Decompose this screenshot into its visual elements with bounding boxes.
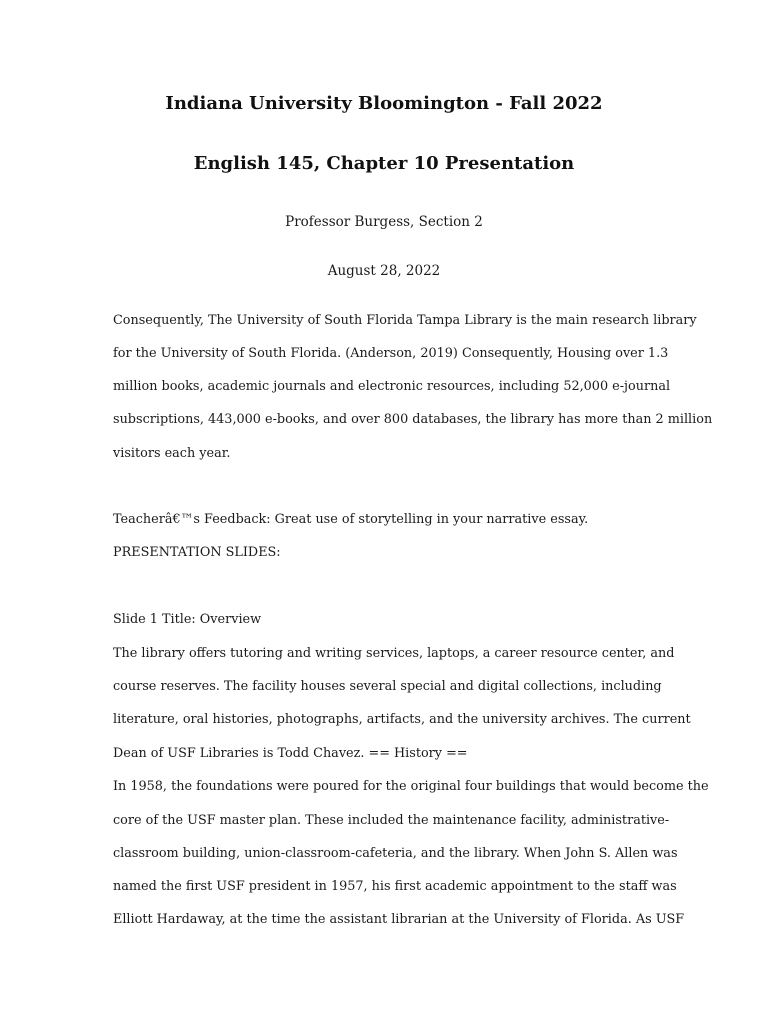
date-line: August 28, 2022 [327, 263, 441, 279]
history-line: Elliott Hardaway, at the time the assistant librarian at the University of Florida. As USF [113, 912, 685, 927]
slide1-title: Slide 1 Title: Overview [113, 612, 262, 627]
paragraph1-line: visitors each year. [113, 446, 231, 461]
professor-line: Professor Burgess, Section 2 [285, 214, 483, 230]
slide1-line: The library offers tutoring and writing services, laptops, a career resource center, and [113, 646, 675, 661]
paragraph1-line: million books, academic journals and electronic resources, including 52,000 e-journal [113, 379, 671, 394]
slide1-line: course reserves. The facility houses several special and digital collections, including [113, 679, 662, 694]
paragraph1-line: Consequently, The University of South Florida Tampa Library is the main research library [113, 313, 697, 328]
paragraph1-line: for the University of South Florida. (Anderson, 2019) Consequently, Housing over 1.3 [113, 346, 669, 361]
history-line: named the first USF president in 1957, his first academic appointment to the staff was [113, 879, 677, 894]
history-line: In 1958, the foundations were poured for the original four buildings that would become the [113, 779, 709, 794]
document-subtitle: English 145, Chapter 10 Presentation [193, 153, 575, 174]
history-line: core of the USF master plan. These included the maintenance facility, administrative- [113, 813, 670, 828]
slide1-line: literature, oral histories, photographs, artifacts, and the university archives. The current [113, 712, 691, 727]
document-title: Indiana University Bloomington - Fall 2022 [165, 93, 603, 114]
slide1-line: Dean of USF Libraries is Todd Chavez. == History == [113, 746, 468, 761]
slides-heading: PRESENTATION SLIDES: [113, 545, 281, 560]
history-line: classroom building, union-classroom-cafeteria, and the library. When John S. Allen was [113, 846, 678, 861]
paragraph1-line: subscriptions, 443,000 e-books, and over 800 databases, the library has more than 2 million [113, 412, 713, 427]
teacher-feedback: Teacherâ€™s Feedback: Great use of storytelling in your narrative essay. [113, 512, 589, 527]
